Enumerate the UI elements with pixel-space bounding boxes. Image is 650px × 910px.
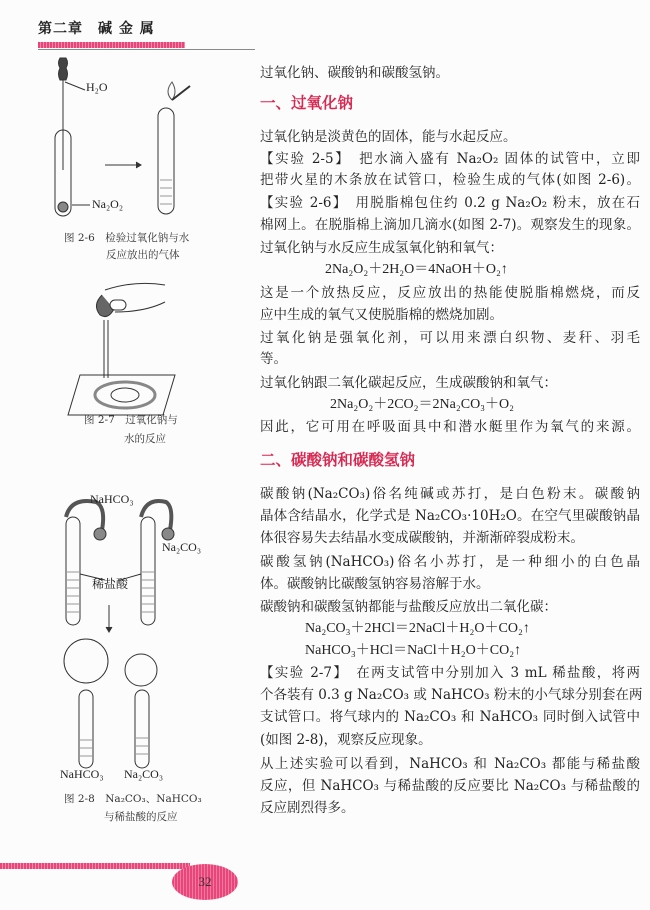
figure-2-6-caption: 图 2-6 检验过氧化钠与水 bbox=[64, 232, 190, 244]
label-h2o: H₂O bbox=[86, 80, 108, 94]
text-line: 从上述实验可以看到，NaHCO₃ 和 Na₂CO₃ 都能与稀盐酸 bbox=[260, 756, 640, 772]
text-line: 碳酸钠(Na₂CO₃)俗名纯碱或苏打，是白色粉末。碳酸钠 bbox=[260, 486, 640, 502]
label-na2o2: Na₂O₂ bbox=[92, 197, 124, 211]
text-line: 【实验 2-7】 在两支试管中分别加入 3 mL 稀盐酸，将两 bbox=[260, 665, 640, 681]
figure-2-7 bbox=[68, 283, 175, 415]
text-line: 反应剧烈得多。 bbox=[260, 800, 355, 816]
text-line: 过氧化钠跟二氧化碳起反应，生成碳酸钠和氧气： bbox=[260, 375, 557, 391]
text-line: 过氧化钠与水反应生成氢氧化钠和氧气： bbox=[260, 240, 503, 256]
chemical-equation: 2Na₂O₂＋2CO₂＝2Na₂CO₃＋O₂ bbox=[330, 397, 515, 412]
footer-stripe bbox=[0, 863, 190, 869]
figure-2-7-caption-2: 水的反应 bbox=[124, 433, 166, 445]
label-na2co3-top: Na₂CO₃ bbox=[162, 540, 202, 554]
text-line: 【实验 2-5】 把水滴入盛有 Na₂O₂ 固体的试管中，立即 bbox=[260, 151, 640, 167]
text-line: (如图 2-8)，观察反应现象。 bbox=[260, 732, 432, 748]
figure-2-8 bbox=[64, 501, 174, 768]
text-line: 支试管口。将气球内的 Na₂CO₃ 和 NaHCO₃ 同时倒入试管中 bbox=[260, 709, 640, 725]
text-line: 等。 bbox=[260, 351, 287, 367]
chapter-title: 第二章 碱 金 属 bbox=[38, 21, 155, 37]
chemical-equation: NaHCO₃＋HCl＝NaCl＋H₂O＋CO₂↑ bbox=[305, 643, 522, 658]
page-number-badge bbox=[172, 864, 238, 900]
chemical-equation: 2Na₂O₂＋2H₂O＝4NaOH＋O₂↑ bbox=[325, 262, 508, 277]
text-line: 把带火星的木条放在试管口，检验生成的气体(如图 2-6)。 bbox=[260, 172, 640, 188]
section-heading: 二、碳酸钠和碳酸氢钠 bbox=[260, 451, 416, 469]
figure-2-8-caption: 图 2-8 Na₂CO₃、NaHCO₃ bbox=[64, 793, 202, 805]
label-nahco3-top: NaHCO₃ bbox=[90, 492, 134, 506]
text-line: 碳酸钠和碳酸氢钠都能与盐酸反应放出二氧化碳： bbox=[260, 599, 557, 615]
section-heading: 一、过氧化钠 bbox=[260, 94, 354, 112]
text-line: 【实验 2-6】 用脱脂棉包住约 0.2 g Na₂O₂ 粉末，放在石 bbox=[260, 195, 640, 211]
figure-2-8-caption-2: 与稀盐酸的反应 bbox=[104, 811, 178, 823]
text-line: 这是一个放热反应，反应放出的热能使脱脂棉燃烧，而反 bbox=[260, 285, 640, 301]
text-line: 晶体含结晶水，化学式是 Na₂CO₃·10H₂O。在空气里碳酸钠晶 bbox=[260, 508, 640, 524]
text-line: 个各装有 0.3 g Na₂CO₃ 或 NaHCO₃ 粉末的小气球分别套在两 bbox=[260, 687, 643, 703]
figure-2-6-caption-2: 反应放出的气体 bbox=[106, 249, 180, 261]
label-nahco3-bottom: NaHCO₃ bbox=[60, 767, 104, 781]
text-line: 棉网上。在脱脂棉上滴加几滴水(如图 2-7)。观察发生的现象。 bbox=[260, 217, 640, 233]
page-number: 32 bbox=[198, 874, 212, 889]
figure-2-7-caption: 图 2-7 过氧化钠与 bbox=[84, 414, 178, 426]
text-line: 体。碳酸钠比碳酸氢钠容易溶解于水。 bbox=[260, 576, 490, 592]
text-line: 应中生成的氧气又使脱脂棉的燃烧加剧。 bbox=[260, 307, 503, 323]
text-line: 体很容易失去结晶水变成碳酸钠，并渐渐碎裂成粉末。 bbox=[260, 530, 584, 546]
text-line: 因此，它可用在呼吸面具中和潜水艇里作为氧气的来源。 bbox=[260, 419, 640, 435]
label-dilute-hcl: 稀盐酸 bbox=[92, 577, 129, 591]
text-line: 过氧化钠、碳酸钠和碳酸氢钠。 bbox=[260, 65, 449, 81]
label-na2co3-bottom: Na₂CO₃ bbox=[124, 767, 164, 781]
text-line: 过氧化钠是淡黄色的固体，能与水起反应。 bbox=[260, 129, 517, 145]
figure-2-6 bbox=[55, 58, 190, 216]
text-line: 碳酸氢钠(NaHCO₃)俗名小苏打，是一种细小的白色晶 bbox=[260, 554, 640, 570]
text-line: 反应，但 NaHCO₃ 与稀盐酸的反应要比 Na₂CO₃ 与稀盐酸的 bbox=[260, 778, 640, 794]
text-line: 过氧化钠是强氧化剂，可以用来漂白织物、麦秆、羽毛 bbox=[260, 330, 640, 346]
chemical-equation: Na₂CO₃＋2HCl＝2NaCl＋H₂O＋CO₂↑ bbox=[305, 621, 530, 636]
